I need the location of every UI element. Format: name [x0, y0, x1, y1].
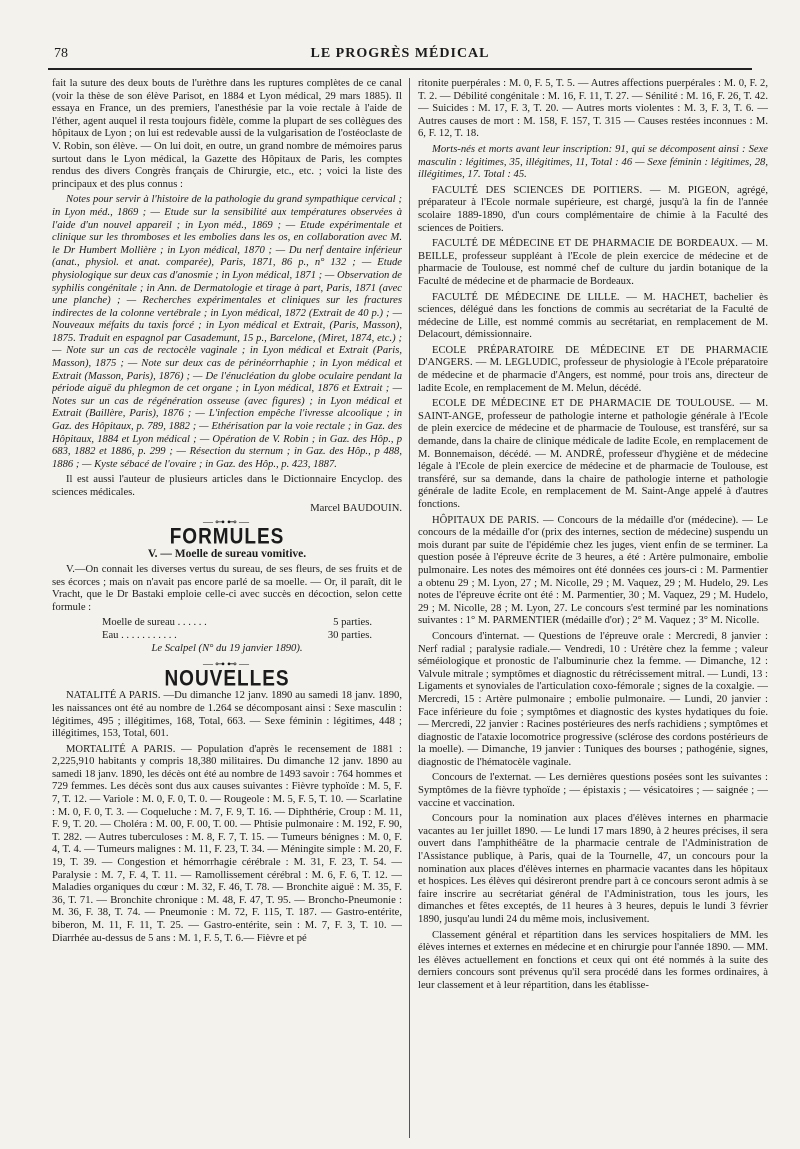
- bibliography-paragraph: Notes pour servir à l'histoire de la pathologie du grand sympathique cervical ; in Lyon méd., 1869 ; — Etude sur la sensibilité aux températures observées à l'aide d'un nouvel appareil ; in Lyon méd., 1869 ; — Etude expérimentale et clinique sur les thromboses et les embolies dans les os, en collaboration avec M. le Dr Humbert Mollière ; in Lyon médical, 1870 ; — Du nerf dentaire inférieur (anat., physiol. et anat. comparée), Paris, 1871, 86 p., n° 132 ; — Etude physiologique sur deux cas d'anosmie ; in Lyon médical, 1871 ; — Observation de syphilis congénitale ; in Ann. de Dermatologie et tirage à part, Paris, 1871 (avec une planche) ; — Recherches expérimentales et cliniques sur les fractures indirectes de la colonne vertébrale ; in Lyon médical, 1872 (Extrait de 40 p.) ; — Nouveaux méfaits du taxis forcé ; in Lyon médical et Extrait, (Paris, Masson), 1875. Traduit en espagnol par Casademunt, 15 p., Barcelone, (Miret, 1874, etc.) ; — Note sur un cas de rectocèle vaginale ; in Lyon médical et Extrait (Paris, Masson), 1875 ; — Note sur deux cas de périnéorrhaphie ; in Lyon médical et Extrait (Masson, Paris), 1876) ; — De l'énucléation du globe oculaire pendant la période aiguë du phlegmon de cet organe ; in Lyon médical, 1876 et Extrait ; — Notes sur un cas de régénération osseuse (avec figures) ; in Lyon médical et Extrait (Baillère, Paris), 1876 ; — L'infection empêche l'ivresse alcoolique ; in Gaz. des Hôpitaux, p. 789, 1882 ; — Ethérisation par la voie rectale ; in Gaz. des Hôpitaux, 1884 et Lyon médical ; — Opération de V. Robin ; in Gaz. des Hôp., p 683, 1882 et 1886, p. 299 ; — Résection du sternum ; in Gaz. des Hôp., p 488, 1886 ; — Kyste sébacé de l'ovaire ; in Gaz. des Hôp., p. 423, 1887.: [52, 194, 402, 470]
- paragraph: Concours d'internat. — Questions de l'épreuve orale : Mercredi, 8 janvier : Nerf radial ; paralysie radiale.— Vendredi, 10 : Urétère chez la femme ; valeur séméiologique et pronostic de l'albuminurie chez la femme. — Dimanche, 12 : Valvule mitrale ; symptômes et diagnostic du rétrécissement mitral. — Lundi, 13 : Ligaments et synoviales de l'articulation coxo-fémorale ; signes de la coxalgie. — Mercredi, 15 : Artère pulmonaire ; embolie pulmonaire. — Lundi, 20 janvier : Face inférieure du foie ; symptômes et diagnostic des kystes hydatiques du foie. — Mercredi, 22 janvier : Racines postérieures des nerfs rachidiens ; symptômes et diagnostic de l'ataxie locomotrice progressive (sclérose des cordons postérieurs de la moelle). — Dimanche, 19 janvier : Tuniques des bourses ; pathogénie, signes, diagnostic de l'hématocèle vaginale.: [418, 630, 768, 768]
- paragraph: HÔPITAUX DE PARIS. — Concours de la médaille d'or (médecine). — Le concours de la médaille d'or (prix des internes, section de médecine) suspendu un mois durant par suite de l'épidémie chez les juges, vient enfin de se terminer. La question posée à l'épreuve écrite de 3 heures, a été : Artère pulmonaire, embolie pulmonaire. Les notes des mémoires ont été données ces jours-ci : M. Parmentier a obtenu 29 ; M. Lyon, 27 ; M. Nicolle, 29 ; M. Vaquez, 29 ; M. Hudelo, 29. Les notes de l'épreuve écrite ont été : M. Parmentier, 30 ; M. Vaquez, 29 ; M. Hudelo, 29 ; M. Nicolle, 28 ; M. Lyon, 27. Le concours s'est terminé par les nominations suivantes : 1° M. PARMENTIER (médaille d'or) ; 2° M. Vaquez ; 3° M. Nicolle.: [418, 514, 768, 627]
- running-title: LE PROGRÈS MÉDICAL: [310, 46, 490, 61]
- paragraph: Concours de l'externat. — Les dernières questions posées sont les suivantes : Symptômes de la fièvre typhoïde ; — épistaxis ; — vésicatoires ; — saignée ; — vaccine et vaccination.: [418, 772, 768, 809]
- paragraph: FACULTÉ DE MÉDECINE DE LILLE. — M. HACHET, bachelier ès sciences, délégué dans les fonctions de commis au secrétariat de la Faculté de médecine de Lille, est nommé commis au secrétariat, en remplacement de M. Delacourt, démissionnaire.: [418, 291, 768, 341]
- paragraph: fait la suture des deux bouts de l'urèthre dans les ruptures complètes de ce canal (voir la thèse de son élève Parisot, en 1884 et Lyon médical, 29 mars 1885). Il essaya en France, un des premiers, l'anesthésie par la voie rectale à l'aide de l'éther, agent auquel il resta toujours fidèle, comme la plupart de ses collègues des hôpitaux de Lyon ; on lui est redevable aussi de la vulgarisation de l'ostéoclaste de V. Robin, son élève. — On lui doit, en outre, un grand nombre de mémoires parus surtout dans le Lyon médical, la Gazette des Hôpitaux de Paris, les comptes rendus des divers Congrès français de Chirurgie, etc., etc. ; voici la liste des principaux et des plus connus :: [52, 78, 402, 190]
- recipe-line: [52, 617, 402, 630]
- paragraph: ECOLE PRÉPARATOIRE DE MÉDECINE ET DE PHARMACIE D'ANGERS. — M. LEGLUDIC, professeur de physiologie à l'Ecole préparatoire de médecine et de pharmacie d'Angers, est nommé, pour trois ans, directeur de ladite Ecole, en remplacement de M. Melun, décédé.: [418, 344, 768, 394]
- paragraph: Il est aussi l'auteur de plusieurs articles dans le Dictionnaire Encyclop. des sciences médicales.: [52, 474, 402, 498]
- paragraph: ECOLE DE MÉDECINE ET DE PHARMACIE DE TOULOUSE. — M. SAINT-ANGE, professeur de pathologie interne et pathologie générale à l'Ecole de plein exercice de médecine et de pharmacie de Toulouse, est transféré, sur sa demande, dans la chaire de clinique médicale de ladite Ecole, en remplacement de M. Bonnemaison, décédé. — M. ANDRÉ, professeur d'hygiène et de médecine légale à l'Ecole de plein exercice de médecine et de pharmacie de Toulouse, est transféré, sur sa demande, dans la chaire de pathologie interne et pathologie générale de ladite Ecole, en remplacement de M. Saint-Ange appelé à d'autres fonctions.: [418, 398, 768, 510]
- paragraph: ritonite puerpérales : M. 0, F. 5, T. 5. — Autres affections puerpérales : M. 0, F. 2, T. 2. — Débilité congénitale : M. 16, F. 11, T. 27. — Sénilité : M. 16, F. 26, T. 42. — Suicides : M. 17, F. 3, T. 20. — Autres morts violentes : M. 3, F. 3, T. 6. — Autres causes de mort : M. 158, F. 157, T. 315 — Causes restées inconnues : M. 6, F. 12, T. 18.: [418, 78, 768, 140]
- author-signature: Marcel BAUDOUIN.: [310, 502, 402, 514]
- paragraph: Classement général et répartition dans les services hospitaliers de MM. les élèves internes et externes en médecine et en chirurgie pour l'année 1890. — MM. les élèves actuellement en fonctions et ceux qui ont été nommés à la suite des derniers concours sont prévenus qu'il sera procédé dans les formes ordinaires, à leur classement et à leur répartition, dans les établisse-: [418, 929, 768, 991]
- page-number: 78: [54, 46, 68, 61]
- section-title-nouvelles: NOUVELLES: [164, 667, 290, 692]
- right-column: [418, 78, 768, 1138]
- paragraph: Concours pour la nomination aux places d'élèves internes en pharmacie vacantes au 1er juillet 1890. — Le lundi 17 mars 1890, à 2 heures précises, il sera ouvert dans l'amphithéâtre de la pharmacie centrale de l'Administration de l'Assistance publique, à Paris, quai de la Tournelle, 47, un concours pour la nomination aux places d'élèves internes en pharmacie vacantes dans les hôpitaux et hospices. Les élèves qui désireront prendre part à ce concours seront admis à se faire inscrire au secrétariat général de l'Administration, tous les jours, les dimanches et fêtes exceptés, de 11 heures à 3 heures, depuis le lundi 3 février 1890, jusqu'au lundi 24 du même mois, inclusivement.: [418, 813, 768, 925]
- paragraph: Morts-nés et morts avant leur inscription: 91, qui se décomposent ainsi : Sexe masculin : légitimes, 35, illégitimes, 11, Total : 46 — Sexe féminin : légitimes, 28, illégitimes, 17. Total : 45.: [418, 143, 768, 181]
- recipe-quantity: 5 parties.: [333, 617, 372, 629]
- paragraph: MORTALITÉ A PARIS. — Population d'après le recensement de 1881 : 2,225,910 habitants y compris 18,380 militaires. Du dimanche 12 janv. 1890 au samedi 18 janv. 1890, les décès ont été au nombre de 1493 savoir : 764 hommes et 729 femmes. Les décès sont dus aux causes suivantes : Fièvre typhoïde : M. 5, F. 7, T. 12. — Variole : M. 0, F. 0, T. 0. — Rougeole : M. 5, F. 5, T. 10. — Scarlatine : M. 0, F. 0, T. 3. — Coqueluche : M. 7, F. 9, T. 16. — Diphthérie, Croup : M. 11, F. 9, T. 20. — Choléra : M. 00, F. 00, T. 00. — Phtisie pulmonaire : M. 192, F. 90, T. 282. — Autres tuberculoses : M. 8, F. 7, T. 15. — Tumeurs bénignes : M. 0, F. 4, T. 4. — Tumeurs malignes : M. 11, F. 23, T. 34. — Méningite simple : M. 20, F. 19, T. 39. — Congestion et hémorrhagie cérébrale : M. 31, F. 23, T. 54. — Paralysie : M. 7, F. 4, T. 11. — Ramollissement cérébral : M. 6, F. 6, T. 12. — Maladies organiques du cœur : M. 32, F. 46, T. 78. — Bronchite aiguë : M. 35, F. 36, T. 71. — Bronchite chronique : M. 48, F. 47, T. 95. — Broncho-Pneumonie : M. 36, F. 38, T. 74. — Pneumonie : M. 72, F. 115, T. 187. — Gastro-entérite, biberon, M. 11, F. 11, T. 25. — Gastro-entérite, sein : M. 7, F. 3, T. 10. — Diarrhée au-dessus de 5 ans : M. 1, F. 5, T. 6.— Fièvre et pé: [52, 743, 402, 944]
- source-citation: Le Scalpel (N° du 19 janvier 1890).: [151, 642, 303, 654]
- header-rule: [48, 68, 752, 70]
- page-header: [48, 44, 752, 66]
- recipe-line: [52, 630, 402, 643]
- recipe-quantity: 30 parties.: [327, 629, 372, 641]
- ornament-divider: —⊶⊷—: [203, 517, 251, 529]
- paragraph: V.—On connait les diverses vertus du sureau, de ses fleurs, de ses fruits et de ses écorces ; mais on n'avait pas encore parlé de sa moelle. — Or, il paraît, dit le Vracht, que le Dr Bastaki emploie celle-ci avec succès en décoction, selon cette formule :: [52, 563, 402, 613]
- recipe-ingredient: Moelle de sureau . . . . . .: [102, 617, 207, 629]
- ornament-divider: —⊶⊷—: [203, 659, 251, 671]
- left-column: [52, 78, 402, 1138]
- formula-heading: V. — Moelle de sureau vomitive.: [147, 548, 307, 561]
- recipe-ingredient: Eau . . . . . . . . . . .: [102, 629, 177, 641]
- paragraph: FACULTÉ DES SCIENCES DE POITIERS. — M. PIGEON, agrégé, préparateur à l'Ecole normale supérieure, est chargé, jusqu'à la fin de l'année scolaire 1889-1890, d'un cours complémentaire de chimie à la Faculté des sciences de Poitiers.: [418, 184, 768, 234]
- column-divider: [409, 78, 410, 1138]
- paragraph: NATALITÉ A PARIS. —Du dimanche 12 janv. 1890 au samedi 18 janv. 1890, les naissances ont été au nombre de 1.264 se décomposant ainsi : Sexe masculin : légitimes, 495 ; illégitimes, 168, Total, 663. — Sexe féminin : légitimes, 448 ; illégitimes, 153, Total, 601.: [52, 690, 402, 740]
- paragraph: FACULTÉ DE MÉDECINE ET DE PHARMACIE DE BORDEAUX. — M. BEILLE, professeur suppléant à l'Ecole de plein exercice de médecine et de pharmacie de Toulouse, est nommé chef de culture du jardin botanique de la Faculté de médecine et de pharmacie de Bordeaux.: [418, 238, 768, 287]
- section-title-formules: FORMULES: [169, 525, 285, 550]
